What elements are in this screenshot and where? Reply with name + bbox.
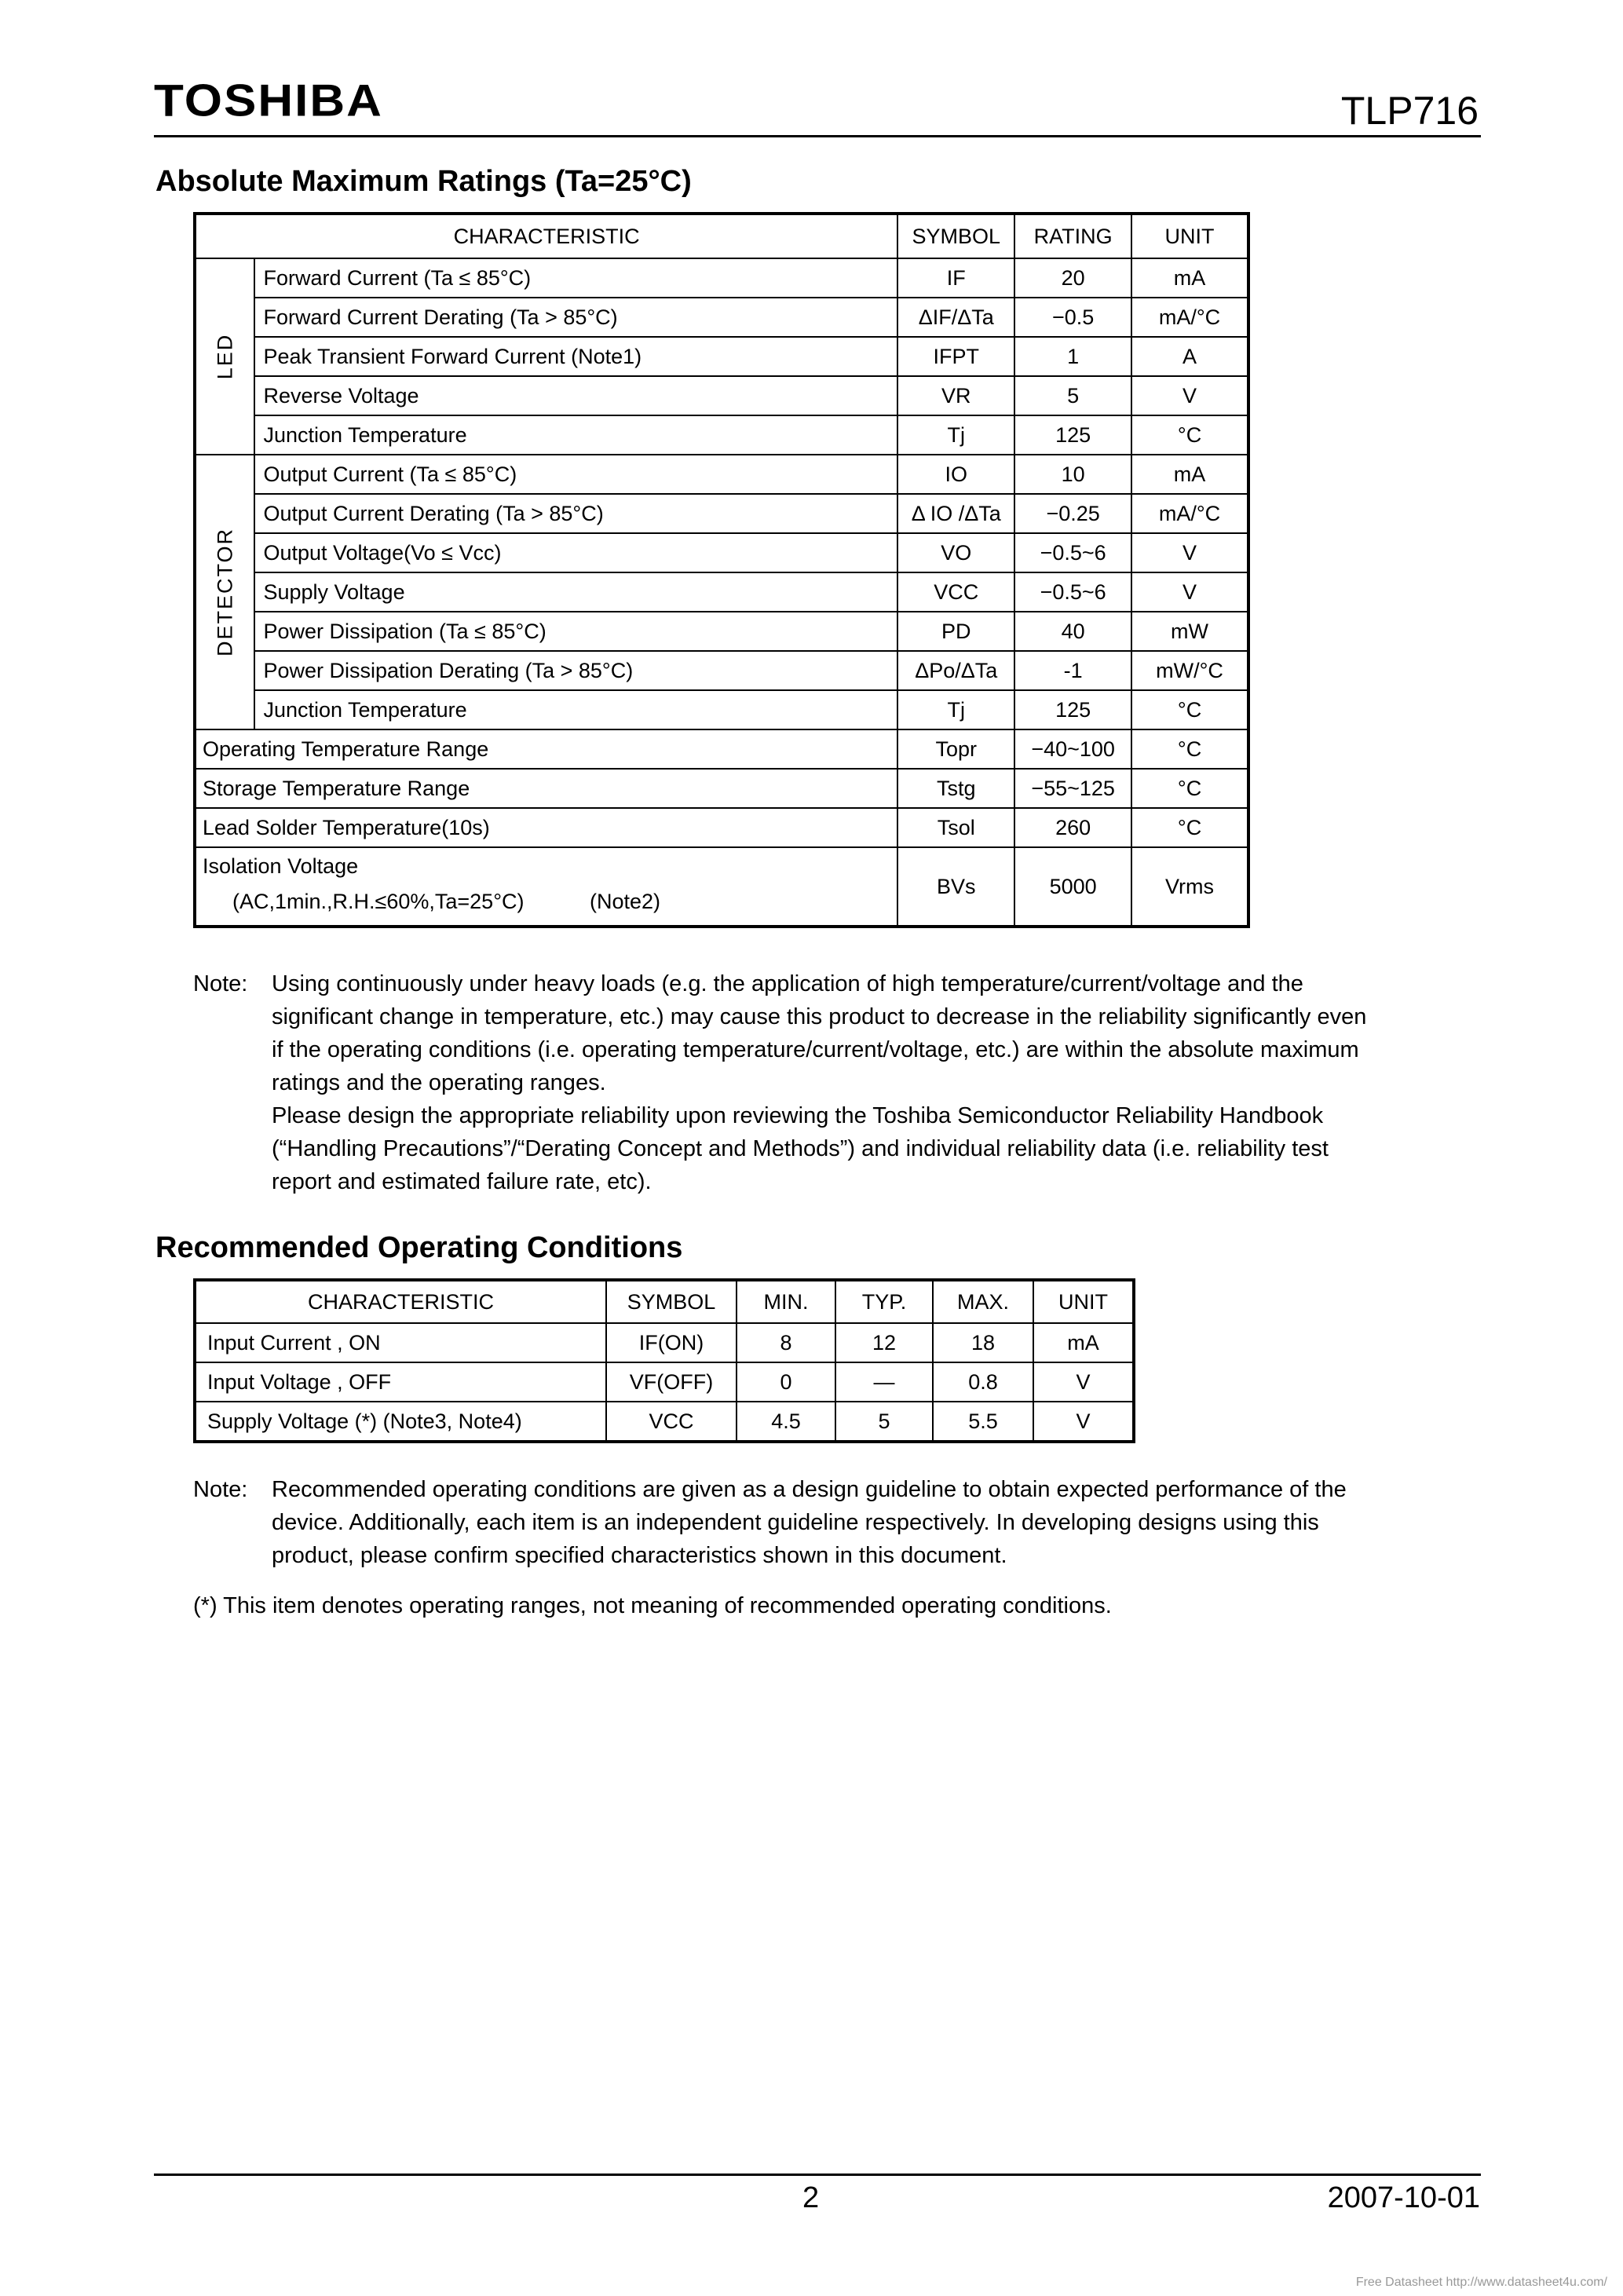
rating-cell: −0.5~6 <box>1014 533 1131 572</box>
table-row <box>195 690 1248 729</box>
rating-cell: 260 <box>1014 808 1131 847</box>
isolation-line1: Isolation Voltage <box>203 854 359 878</box>
unit-cell: °C <box>1131 690 1248 729</box>
rating-cell: −40~100 <box>1014 729 1131 769</box>
roc-header-characteristic: CHARACTERISTIC <box>195 1280 606 1323</box>
roc-table <box>193 1278 1135 1443</box>
table-row <box>195 1323 1134 1362</box>
note-line: report and estimated failure rate, etc). <box>272 1169 652 1194</box>
roc-header-typ: TYP. <box>835 1280 933 1323</box>
characteristic-cell: Forward Current Derating (Ta > 85°C) <box>254 298 897 337</box>
symbol-cell: IO <box>897 455 1014 494</box>
symbol-cell: PD <box>897 612 1014 651</box>
symbol-cell: VCC <box>897 572 1014 612</box>
rating-cell: −0.5~6 <box>1014 572 1131 612</box>
table-row <box>195 1362 1134 1402</box>
rating-cell: −55~125 <box>1014 769 1131 808</box>
max-cell: 18 <box>933 1323 1033 1362</box>
table-row <box>195 415 1248 455</box>
unit-cell: V <box>1033 1362 1134 1402</box>
footer-rule <box>154 2174 1481 2176</box>
isolation-note-ref: (Note2) <box>590 890 661 913</box>
characteristic-cell: Output Voltage(Vo ≤ Vcc) <box>254 533 897 572</box>
typ-cell: 12 <box>835 1323 933 1362</box>
symbol-cell: ΔIF/ΔTa <box>897 298 1014 337</box>
unit-cell: °C <box>1131 415 1248 455</box>
rating-cell: 10 <box>1014 455 1131 494</box>
unit-cell: V <box>1033 1402 1134 1442</box>
asterisk-note: (*) This item denotes operating ranges, not meaning of recommended operating conditions. <box>193 1593 1112 1618</box>
table-row <box>195 651 1248 690</box>
table-row <box>195 376 1248 415</box>
note-line: significant change in temperature, etc.) may cause this product to decrease in the reliability significantly even <box>272 1004 1367 1029</box>
characteristic-cell: Lead Solder Temperature(10s) <box>195 808 897 847</box>
rating-cell: 1 <box>1014 337 1131 376</box>
note-line: Please design the appropriate reliability upon reviewing the Toshiba Semiconductor Reliability Handbook <box>272 1103 1324 1128</box>
part-number: TLP716 <box>1340 89 1479 133</box>
unit-cell: °C <box>1131 729 1248 769</box>
unit-cell: °C <box>1131 808 1248 847</box>
note-label: Note: <box>193 971 248 996</box>
amr-title: Absolute Maximum Ratings (Ta=25°C) <box>155 165 692 198</box>
note-line: ratings and the operating ranges. <box>272 1070 606 1095</box>
rating-cell: −0.5 <box>1014 298 1131 337</box>
symbol-cell: VO <box>897 533 1014 572</box>
characteristic-cell: Junction Temperature <box>254 415 897 455</box>
unit-cell: mA/°C <box>1131 298 1248 337</box>
roc-header-max: MAX. <box>933 1280 1033 1323</box>
header-rule <box>154 135 1481 137</box>
detector-group-label: DETECTOR <box>195 455 254 729</box>
unit-cell: A <box>1131 337 1248 376</box>
roc-header-min: MIN. <box>737 1280 835 1323</box>
symbol-cell: Tj <box>897 415 1014 455</box>
table-row <box>195 494 1248 533</box>
amr-header-characteristic: CHARACTERISTIC <box>195 214 897 258</box>
table-row <box>195 337 1248 376</box>
note-label: Note: <box>193 1477 248 1502</box>
roc-header-row <box>195 1280 1134 1323</box>
isolation-characteristic-cell <box>195 847 897 927</box>
unit-cell: mA <box>1131 455 1248 494</box>
max-cell: 0.8 <box>933 1362 1033 1402</box>
note-line: (“Handling Precautions”/“Derating Concept and Methods”) and individual reliability data (i.e. reliability test <box>272 1136 1329 1161</box>
unit-cell: mA <box>1033 1323 1134 1362</box>
characteristic-cell: Input Current , ON <box>195 1323 606 1362</box>
characteristic-cell: Junction Temperature <box>254 690 897 729</box>
note-line: Using continuously under heavy loads (e.g. the application of high temperature/current/voltage and the <box>272 971 1303 996</box>
note-line: Recommended operating conditions are given as a design guideline to obtain expected performance of the <box>272 1477 1347 1502</box>
characteristic-cell: Storage Temperature Range <box>195 769 897 808</box>
note-body <box>272 1473 1481 1572</box>
characteristic-cell: Supply Voltage <box>254 572 897 612</box>
characteristic-cell: Peak Transient Forward Current (Note1) <box>254 337 897 376</box>
symbol-cell: BVs <box>897 847 1014 927</box>
isolation-line2 <box>203 890 892 914</box>
amr-header-symbol: SYMBOL <box>897 214 1014 258</box>
unit-cell: mA <box>1131 258 1248 298</box>
amr-header-row <box>195 214 1248 258</box>
table-row <box>195 572 1248 612</box>
unit-cell: Vrms <box>1131 847 1248 927</box>
amr-header-rating: RATING <box>1014 214 1131 258</box>
max-cell: 5.5 <box>933 1402 1033 1442</box>
min-cell: 4.5 <box>737 1402 835 1442</box>
isolation-conditions: (AC,1min.,R.H.≤60%,Ta=25°C) <box>232 890 525 913</box>
symbol-cell: Tstg <box>897 769 1014 808</box>
characteristic-cell: Power Dissipation (Ta ≤ 85°C) <box>254 612 897 651</box>
amr-table <box>193 212 1250 928</box>
table-row <box>195 769 1248 808</box>
table-row <box>195 729 1248 769</box>
watermark-text: Free Datasheet http://www.datasheet4u.com/ <box>1355 2276 1607 2289</box>
symbol-cell: IFPT <box>897 337 1014 376</box>
unit-cell: V <box>1131 572 1248 612</box>
table-row <box>195 533 1248 572</box>
note-line: product, please confirm specified characteristics shown in this document. <box>272 1543 1007 1568</box>
unit-cell: V <box>1131 533 1248 572</box>
rating-cell: 40 <box>1014 612 1131 651</box>
unit-cell: mA/°C <box>1131 494 1248 533</box>
symbol-cell: Tsol <box>897 808 1014 847</box>
symbol-cell: VCC <box>606 1402 737 1442</box>
min-cell: 0 <box>737 1362 835 1402</box>
unit-cell: mW <box>1131 612 1248 651</box>
symbol-cell: Δ IO /ΔTa <box>897 494 1014 533</box>
note-line: device. Additionally, each item is an independent guideline respectively. In developing designs using this <box>272 1510 1319 1535</box>
amr-header-unit: UNIT <box>1131 214 1248 258</box>
unit-cell: V <box>1131 376 1248 415</box>
rating-cell: -1 <box>1014 651 1131 690</box>
roc-title: Recommended Operating Conditions <box>155 1231 683 1264</box>
typ-cell: — <box>835 1362 933 1402</box>
characteristic-cell: Output Current Derating (Ta > 85°C) <box>254 494 897 533</box>
rating-cell: −0.25 <box>1014 494 1131 533</box>
rating-cell: 20 <box>1014 258 1131 298</box>
min-cell: 8 <box>737 1323 835 1362</box>
unit-cell: °C <box>1131 769 1248 808</box>
page-number: 2 <box>802 2181 820 2214</box>
symbol-cell: VF(OFF) <box>606 1362 737 1402</box>
characteristic-cell: Input Voltage , OFF <box>195 1362 606 1402</box>
characteristic-cell: Power Dissipation Derating (Ta > 85°C) <box>254 651 897 690</box>
note-line: if the operating conditions (i.e. operating temperature/current/voltage, etc.) are within the absolute maximum <box>272 1037 1359 1062</box>
symbol-cell: IF(ON) <box>606 1323 737 1362</box>
table-row <box>195 1402 1134 1442</box>
roc-header-symbol: SYMBOL <box>606 1280 737 1323</box>
symbol-cell: ΔPo/ΔTa <box>897 651 1014 690</box>
toshiba-logo: TOSHIBA <box>154 75 383 126</box>
footer-date: 2007-10-01 <box>1327 2181 1480 2214</box>
unit-cell: mW/°C <box>1131 651 1248 690</box>
characteristic-cell: Supply Voltage (*) (Note3, Note4) <box>195 1402 606 1442</box>
roc-header-unit: UNIT <box>1033 1280 1134 1323</box>
table-row <box>195 808 1248 847</box>
led-group-label: LED <box>195 258 254 455</box>
table-row <box>195 455 1248 494</box>
characteristic-cell: Output Current (Ta ≤ 85°C) <box>254 455 897 494</box>
isolation-row <box>195 847 1248 927</box>
symbol-cell: IF <box>897 258 1014 298</box>
rating-cell: 125 <box>1014 415 1131 455</box>
characteristic-cell: Forward Current (Ta ≤ 85°C) <box>254 258 897 298</box>
table-row <box>195 298 1248 337</box>
rating-cell: 5000 <box>1014 847 1131 927</box>
table-row <box>195 258 1248 298</box>
table-row <box>195 612 1248 651</box>
rating-cell: 125 <box>1014 690 1131 729</box>
symbol-cell: VR <box>897 376 1014 415</box>
rating-cell: 5 <box>1014 376 1131 415</box>
symbol-cell: Tj <box>897 690 1014 729</box>
typ-cell: 5 <box>835 1402 933 1442</box>
note-body <box>272 967 1481 1198</box>
characteristic-cell: Reverse Voltage <box>254 376 897 415</box>
symbol-cell: Topr <box>897 729 1014 769</box>
characteristic-cell: Operating Temperature Range <box>195 729 897 769</box>
